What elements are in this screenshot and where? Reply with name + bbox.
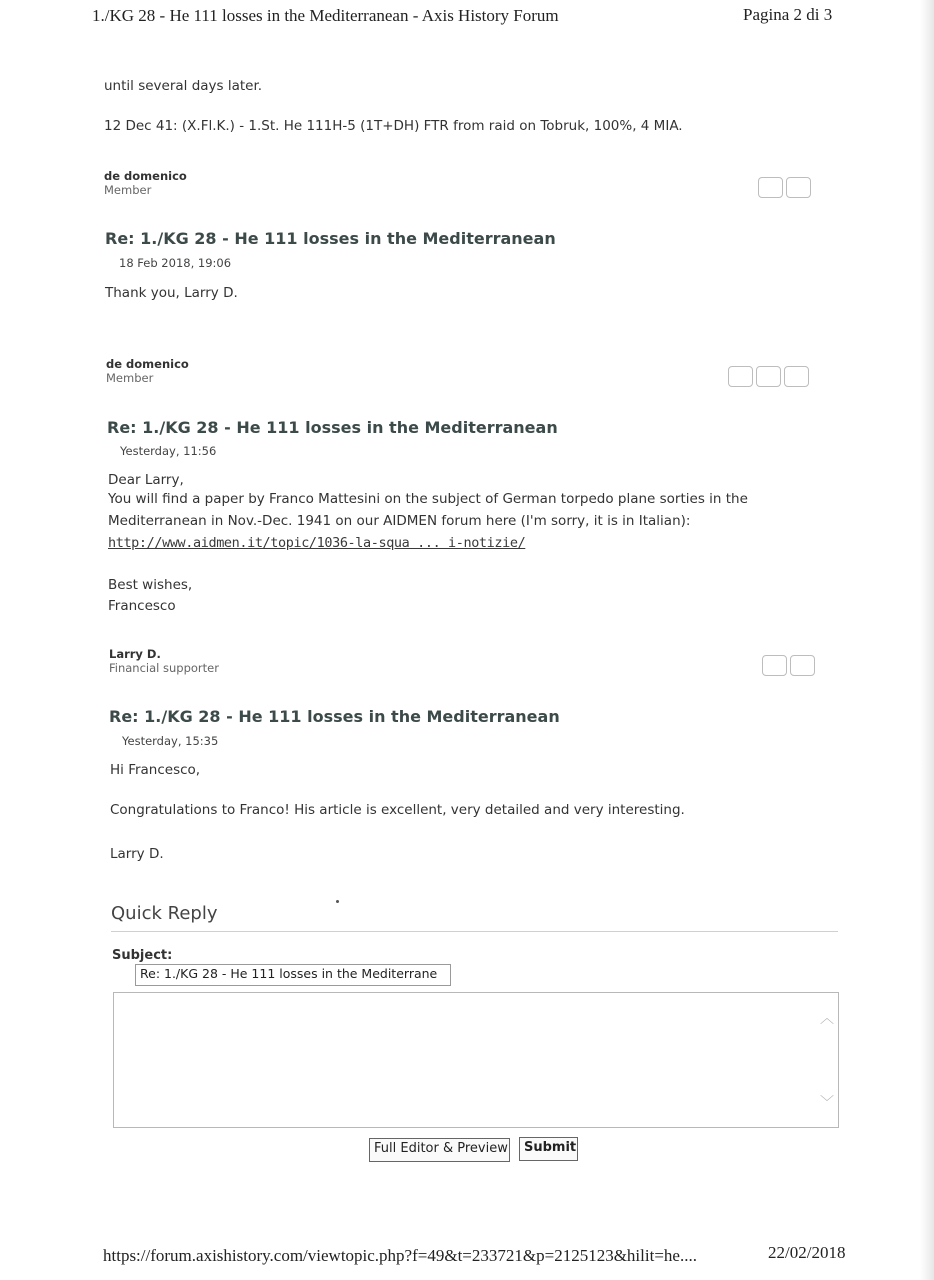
aidmen-forum-link[interactable]: http://www.aidmen.it/topic/1036-la-squa ... i-notizie/ (108, 535, 526, 551)
print-header-title: 1./KG 28 - He 111 losses in the Mediterranean - Axis History Forum (92, 6, 559, 25)
post-action-button[interactable] (790, 655, 815, 676)
post-body-line: Francesco (108, 598, 176, 614)
post-action-buttons (758, 177, 811, 198)
chevron-down-icon[interactable]: ﹀ (820, 1095, 834, 1111)
print-page-indicator: Pagina 2 di 3 (743, 5, 833, 24)
post-body-line: Larry D. (110, 846, 164, 862)
post-action-button[interactable] (758, 177, 783, 198)
post-body-line: Dear Larry, (108, 472, 184, 488)
divider (111, 931, 838, 932)
post-body-line: Hi Francesco, (110, 762, 201, 778)
submit-button[interactable]: Submit (519, 1137, 578, 1161)
post-body-line: You will find a paper by Franco Mattesini on the subject of German torpedo plane sorties in the (108, 491, 748, 507)
post-action-button[interactable] (762, 655, 787, 676)
quick-reply-heading: Quick Reply (111, 903, 218, 924)
message-textarea[interactable] (113, 992, 839, 1128)
post-action-button[interactable] (784, 366, 809, 387)
post-date: 18 Feb 2018, 19:06 (119, 256, 232, 270)
post-body-line: Mediterranean in Nov.-Dec. 1941 on our AIDMEN forum here (I'm sorry, it is in Italian): (108, 513, 691, 529)
post-author-rank: Member (106, 371, 154, 385)
print-footer-url: https://forum.axishistory.com/viewtopic.php?f=49&t=233721&p=2125123&hilit=he.... (103, 1246, 697, 1265)
scan-speck (336, 900, 339, 903)
chevron-up-icon[interactable]: ︿ (820, 1011, 834, 1027)
post-body-line: Congratulations to Franco! His article is excellent, very detailed and very interesting. (110, 802, 685, 818)
post-body-line: 12 Dec 41: (X.Fl.K.) - 1.St. He 111H-5 (1T+DH) FTR from raid on Tobruk, 100%, 4 MIA. (104, 118, 683, 134)
post-body-line: Thank you, Larry D. (105, 285, 238, 301)
full-editor-preview-button[interactable]: Full Editor & Preview (369, 1138, 510, 1162)
post-body-line: Best wishes, (108, 577, 193, 593)
post-author-rank: Member (104, 183, 152, 197)
post-author[interactable]: de domenico (106, 357, 189, 371)
post-action-button[interactable] (756, 366, 781, 387)
post-title[interactable]: Re: 1./KG 28 - He 111 losses in the Mediterranean (109, 707, 560, 726)
post-action-buttons (762, 655, 815, 676)
post-action-button[interactable] (786, 177, 811, 198)
page-edge (920, 0, 934, 1280)
post-action-button[interactable] (728, 366, 753, 387)
post-title[interactable]: Re: 1./KG 28 - He 111 losses in the Mediterranean (105, 229, 556, 248)
post-body-line: until several days later. (104, 78, 263, 94)
post-author-rank: Financial supporter (109, 661, 219, 675)
post-author[interactable]: de domenico (104, 169, 187, 183)
post-date: Yesterday, 15:35 (122, 734, 219, 748)
post-action-buttons (728, 366, 809, 387)
post-date: Yesterday, 11:56 (120, 444, 217, 458)
print-footer-date: 22/02/2018 (768, 1243, 846, 1262)
subject-label: Subject: (112, 948, 173, 963)
post-author[interactable]: Larry D. (109, 647, 161, 661)
subject-input[interactable]: Re: 1./KG 28 - He 111 losses in the Mediterrane (135, 964, 451, 986)
post-title[interactable]: Re: 1./KG 28 - He 111 losses in the Mediterranean (107, 418, 558, 437)
